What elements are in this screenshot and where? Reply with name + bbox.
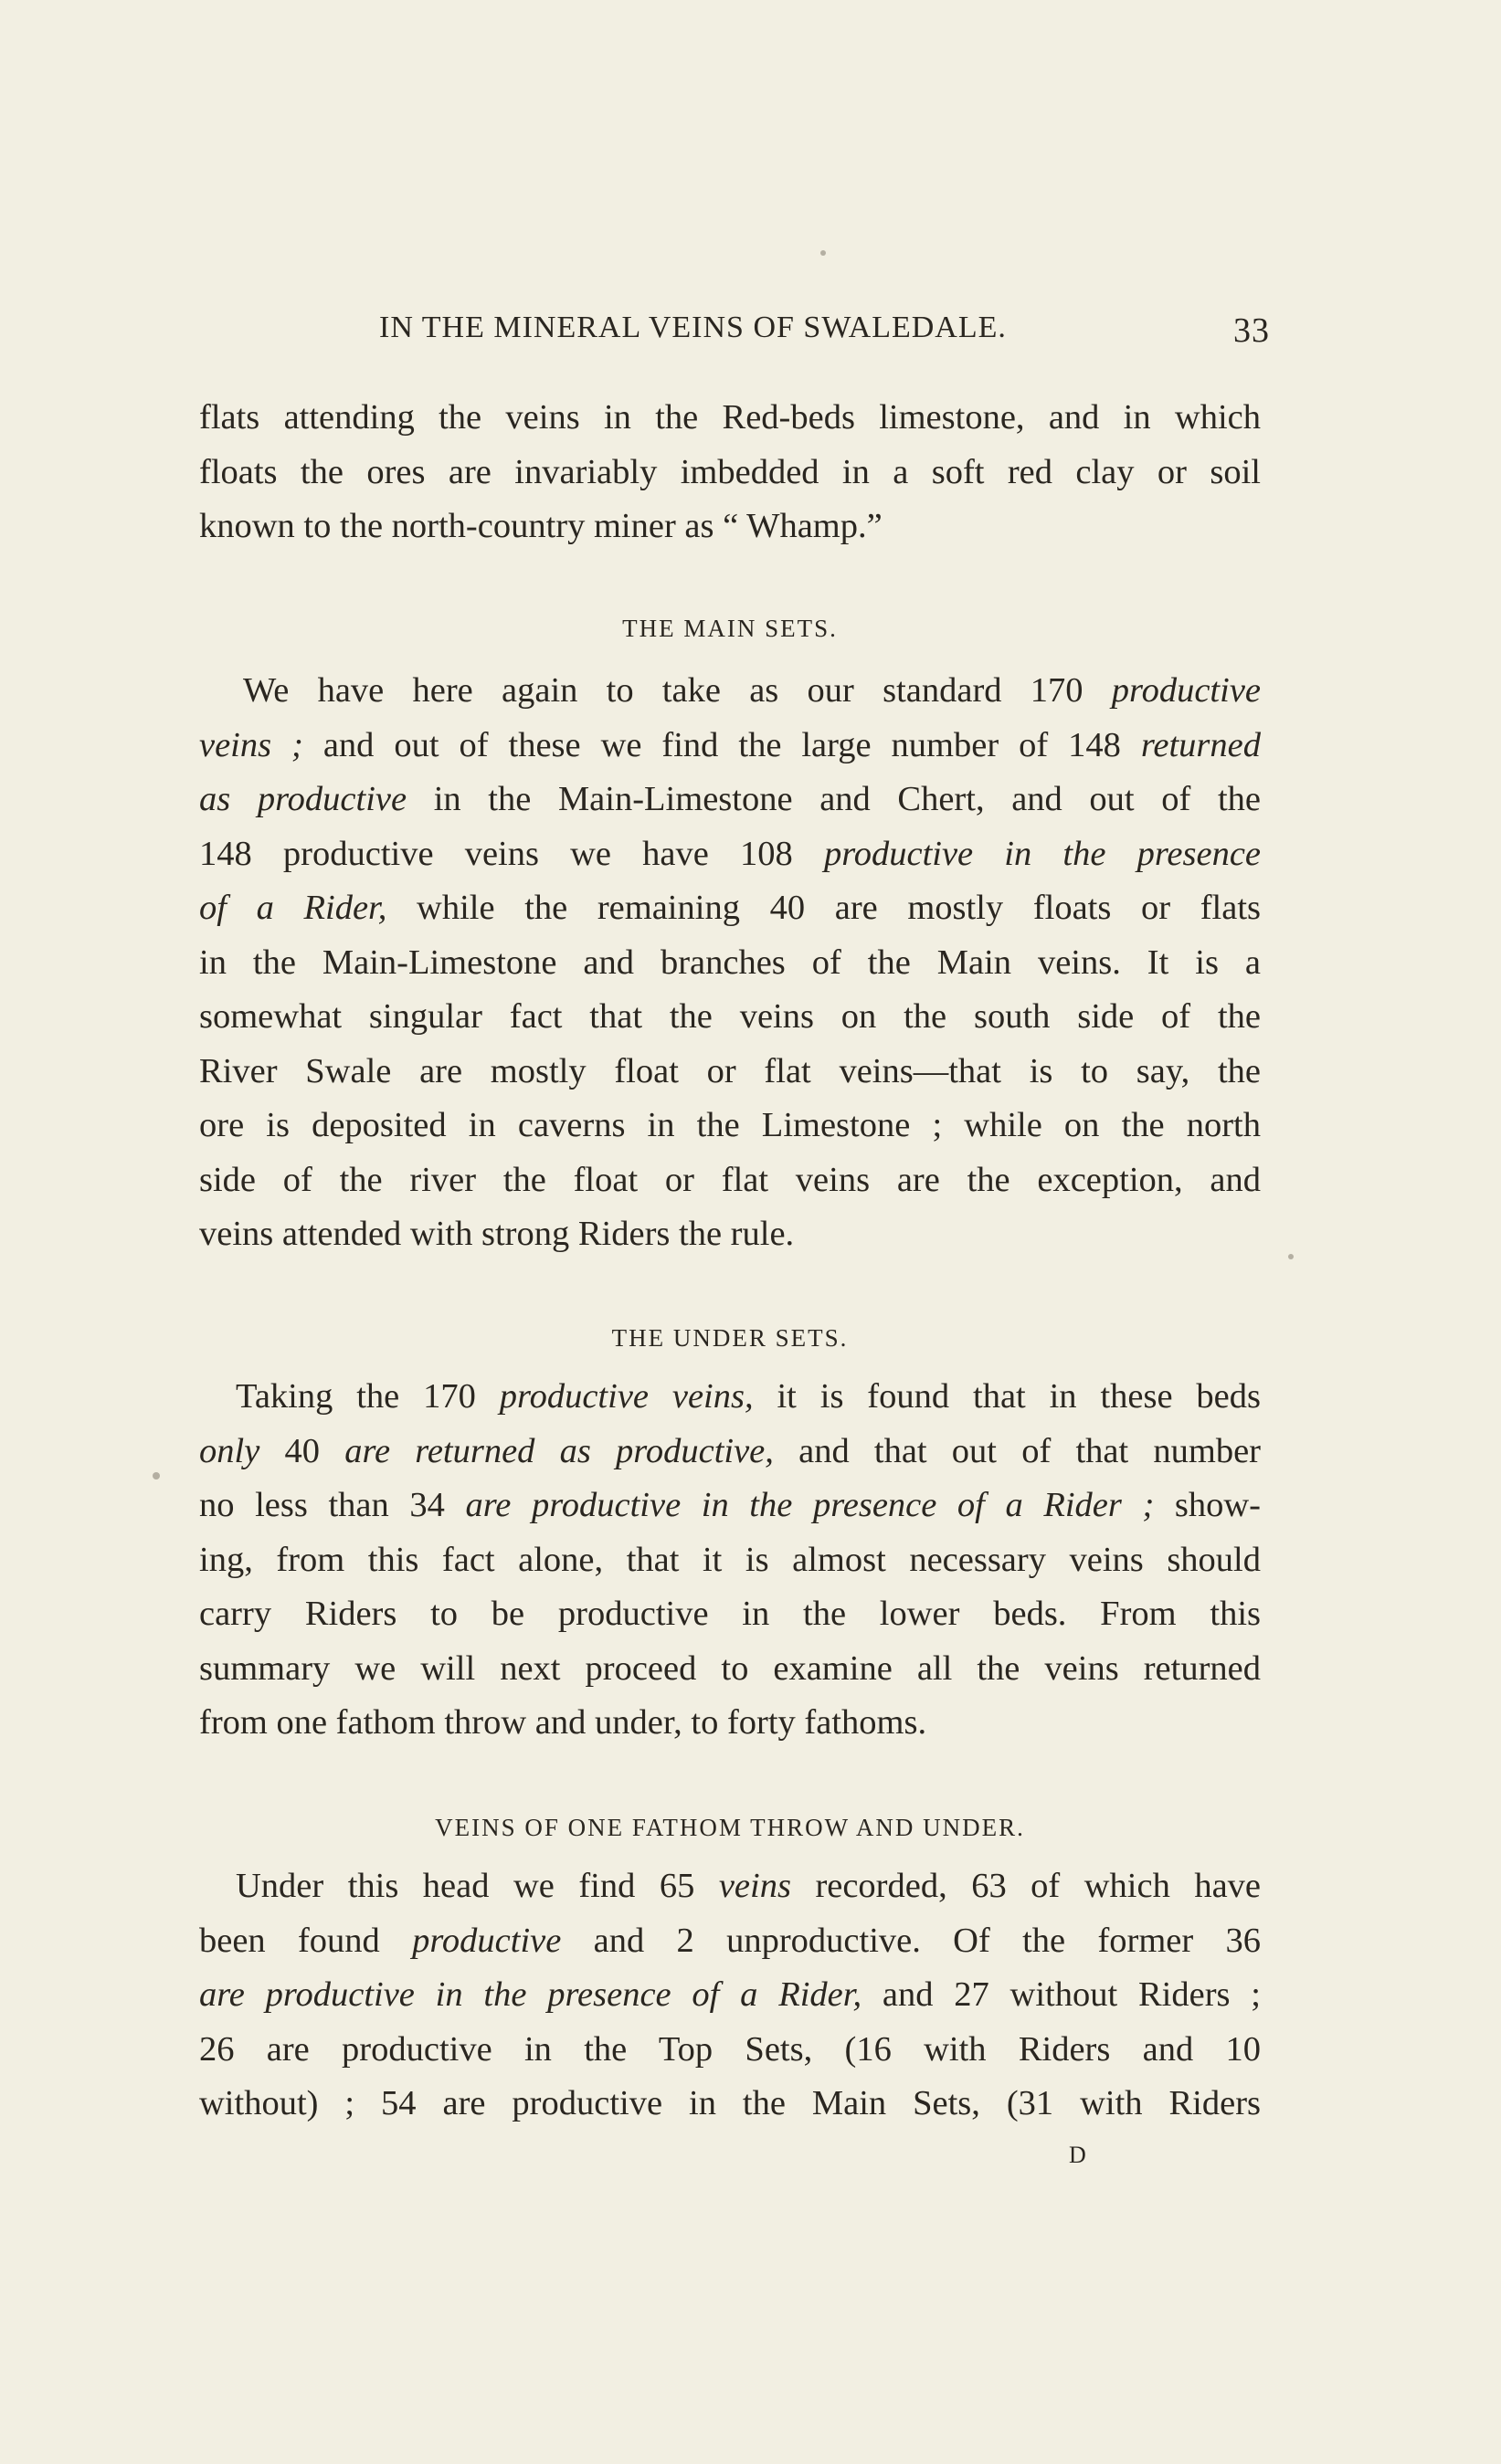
text-line: We have here again to take as our standard 170 productive (243, 671, 1261, 710)
text-line: without) ; 54 are productive in the Main Sets, (31 with Riders (199, 2084, 1261, 2122)
text-line: known to the north-country miner as “ Whamp.” (199, 507, 883, 545)
text-line: are productive in the presence of a Rider, and 27 without Riders ; (199, 1975, 1261, 2014)
text-line: Under this head we find 65 veins recorded, 63 of which have (236, 1867, 1261, 1905)
text-line: Taking the 170 productive veins, it is found that in these beds (236, 1377, 1261, 1416)
page-number: 33 (1233, 311, 1270, 350)
paragraph-main-sets (199, 664, 1261, 1262)
paper-speck (820, 250, 826, 256)
text-line: River Swale are mostly float or flat veins—that is to say, the (199, 1051, 1261, 1090)
text-line: flats attending the veins in the Red-beds limestone, and in which (199, 398, 1261, 437)
text-line: veins attended with strong Riders the rule. (199, 1215, 795, 1253)
text-line: ore is deposited in caverns in the Limestone ; while on the north (199, 1106, 1261, 1144)
signature-mark: D (1069, 2142, 1086, 2168)
text-line: summary we will next proceed to examine all the veins returned (199, 1648, 1261, 1688)
section-heading-under-sets: THE UNDER SETS. (611, 1324, 849, 1352)
text-line: 148 productive veins we have 108 productive in the presence (199, 834, 1261, 873)
text-line: floats the ores are invariably imbedded in a soft red clay or soil (199, 452, 1261, 491)
paragraph-one-fathom (199, 1859, 1261, 2132)
text-line: somewhat singular fact that the veins on the south side of the (199, 997, 1261, 1036)
text-line: as productive in the Main-Limestone and Chert, and out of the (199, 780, 1261, 818)
text-line: 26 are productive in the Top Sets, (16 with Riders and 10 (199, 2029, 1261, 2069)
text-line: been found productive and 2 unproductive. Of the former 36 (199, 1921, 1262, 1960)
text-line: ing, from this fact alone, that it is almost necessary veins should (199, 1540, 1261, 1579)
text-line: from one fathom throw and under, to forty fathoms. (199, 1703, 927, 1742)
text-line: veins ; and out of these we find the large number of 148 returned (199, 725, 1261, 764)
running-head (379, 311, 1270, 356)
paragraph-continuation (199, 391, 1261, 554)
paper-speck (153, 1472, 160, 1479)
text-line: side of the river the float or flat veins are the exception, and (199, 1160, 1261, 1199)
section-heading-main-sets: THE MAIN SETS. (622, 615, 838, 642)
paper-speck (1288, 1254, 1294, 1259)
text-line: no less than 34 are productive in the presence of a Rider ; show- (199, 1486, 1262, 1524)
paragraph-under-sets (199, 1370, 1261, 1751)
section-heading-one-fathom: VEINS OF ONE FATHOM THROW AND UNDER. (435, 1814, 1025, 1841)
running-head-title: IN THE MINERAL VEINS OF SWALEDALE. (379, 311, 1007, 344)
text-line: carry Riders to be productive in the lower beds. From this (199, 1595, 1261, 1633)
text-line: in the Main-Limestone and branches of the Main veins. It is a (199, 942, 1261, 982)
text-line: only 40 are returned as productive, and that out of that number (199, 1431, 1261, 1470)
text-line: of a Rider, while the remaining 40 are mostly floats or flats (199, 889, 1261, 927)
